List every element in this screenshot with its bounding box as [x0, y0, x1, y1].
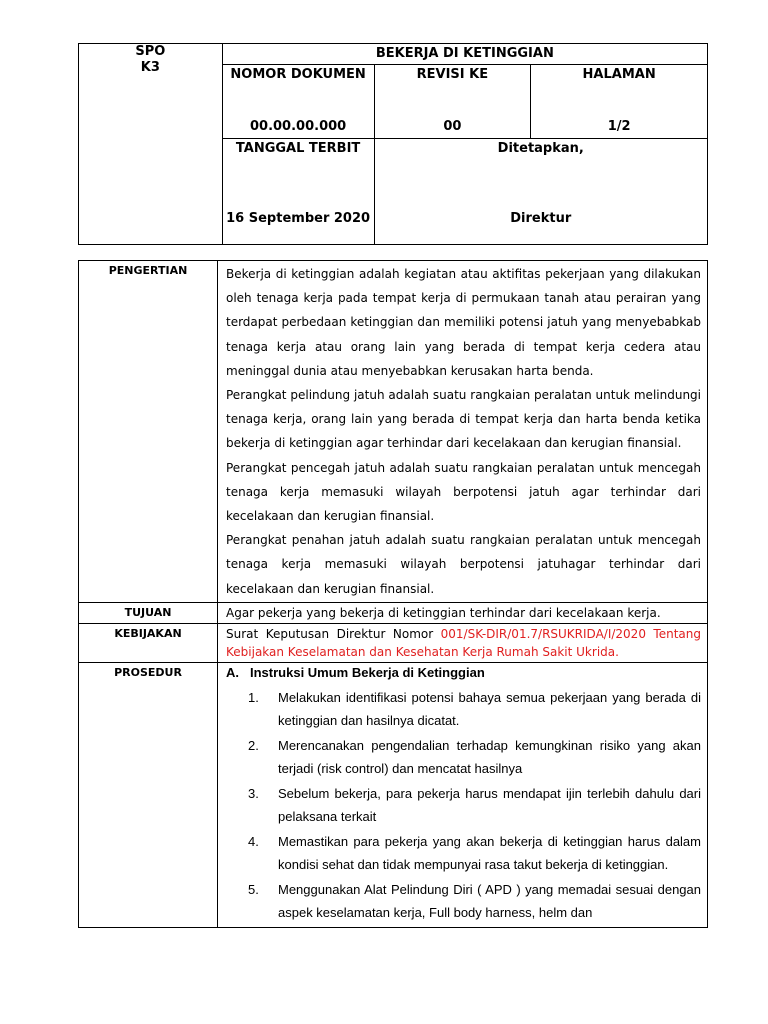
step-number: 1.	[248, 689, 259, 705]
tanggal-terbit-value: 16 September 2020	[226, 211, 371, 226]
prosedur-label: PROSEDUR	[79, 662, 218, 927]
step-number: 4.	[248, 833, 259, 849]
pengertian-paragraph: Perangkat pencegah jatuh adalah suatu rangkaian peralatan untuk mencegah tenaga kerja memasuki wilayah berpotensi jatuh agar terhindar dari kecelakaan dan kerugian finansial.	[226, 460, 701, 524]
tanggal-terbit-cell	[222, 139, 374, 245]
pengertian-paragraph: Perangkat pelindung jatuh adalah suatu rangkaian peralatan untuk melindungi tenaga kerja, orang lain yang berada di tempat kerja dan harta benda ketika bekerja di ketinggian agar terhindar dari kecelakaan dan kerugian finansial.	[226, 388, 701, 451]
prosedur-steps-list	[226, 686, 701, 924]
pengertian-paragraph: Bekerja di ketinggian adalah kegiatan atau aktifitas pekerjaan yang dilakukan oleh tenaga kerja pada tempat kerja di permukaan tanah atau perairan yang terdapat perbedaan ketinggian dan memiliki potensi jatuh yang menyebabkab tenaga kerja atau orang lain yang berada di tempat kerja cedera atau meninggal dunia atau menyebabkan kerusakan harta benda.	[226, 267, 701, 378]
prosedur-step	[226, 878, 701, 924]
step-text: Sebelum bekerja, para pekerja harus mendapat ijin terlebih dahulu dari pelaksana terkait	[278, 785, 701, 824]
step-number: 5.	[248, 881, 259, 897]
halaman-value: 1/2	[607, 119, 631, 134]
section-title-text: Instruksi Umum Bekerja di Ketinggian	[250, 664, 485, 680]
section-letter: A.	[226, 664, 239, 680]
kebijakan-reference: 001/SK-DIR/01.7/RSUKRIDA/I/2020 Tentang Kebijakan Keselamatan dan Kesehatan Kerja Rumah Sakit Ukrida.	[226, 626, 701, 659]
tanggal-terbit-label: TANGGAL TERBIT	[235, 141, 361, 156]
tujuan-label: TUJUAN	[79, 602, 218, 623]
document-body-table	[78, 260, 708, 928]
ditetapkan-label: Ditetapkan,	[497, 141, 584, 156]
prosedur-step	[226, 686, 701, 732]
step-text: Merencanakan pengendalian terhadap kemungkinan risiko yang akan terjadi (risk control) dan mencatat hasilnya	[278, 737, 701, 776]
step-number: 3.	[248, 785, 259, 801]
revisi-cell	[374, 65, 531, 139]
direktur-label: Direktur	[510, 211, 572, 226]
revisi-value: 00	[443, 119, 462, 134]
spo-cell	[79, 44, 223, 245]
prosedur-step	[226, 734, 701, 780]
step-number: 2.	[248, 737, 259, 753]
step-text: Memastikan para pekerja yang akan bekerja di ketinggian harus dalam kondisi sehat dan tidak mempunyai rasa takut bekerja di ketinggian.	[278, 833, 701, 872]
nomor-dokumen-value: 00.00.00.000	[249, 119, 347, 134]
step-text: Melakukan identifikasi potensi bahaya semua pekerjaan yang berada di ketinggian dan hasilnya dicatat.	[278, 689, 701, 728]
halaman-cell	[531, 65, 708, 139]
tujuan-text: Agar pekerja yang bekerja di ketinggian terhindar dari kecelakaan kerja.	[218, 602, 708, 623]
prosedur-step	[226, 830, 701, 876]
revisi-label: REVISI KE	[416, 67, 489, 82]
spo-k3-label: K3	[140, 60, 160, 75]
ditetapkan-cell	[374, 139, 707, 245]
kebijakan-content	[218, 623, 708, 662]
document-title: BEKERJA DI KETINGGIAN	[222, 44, 707, 65]
pengertian-label: PENGERTIAN	[79, 261, 218, 603]
pengertian-content	[218, 261, 708, 603]
kebijakan-text: Surat Keputusan Direktur Nomor	[226, 626, 441, 641]
prosedur-section-title	[226, 664, 701, 682]
nomor-dokumen-cell	[222, 65, 374, 139]
halaman-label: HALAMAN	[582, 67, 656, 82]
nomor-dokumen-label: NOMOR DOKUMEN	[230, 67, 366, 82]
prosedur-content	[218, 662, 708, 927]
pengertian-paragraph: Perangkat penahan jatuh adalah suatu rangkaian peralatan untuk mencegah tenaga kerja memasuki wilayah berpotensi jatuhagar terhindar dari kecelakaan dan kerugian finansial.	[226, 533, 701, 596]
step-text: Menggunakan Alat Pelindung Diri ( APD ) yang memadai sesuai dengan aspek keselamatan kerja, Full body harness, helm dan	[278, 881, 701, 920]
kebijakan-label: KEBIJAKAN	[79, 623, 218, 662]
document-header-table	[78, 43, 708, 245]
prosedur-step	[226, 782, 701, 828]
spo-label: SPO	[135, 44, 166, 59]
